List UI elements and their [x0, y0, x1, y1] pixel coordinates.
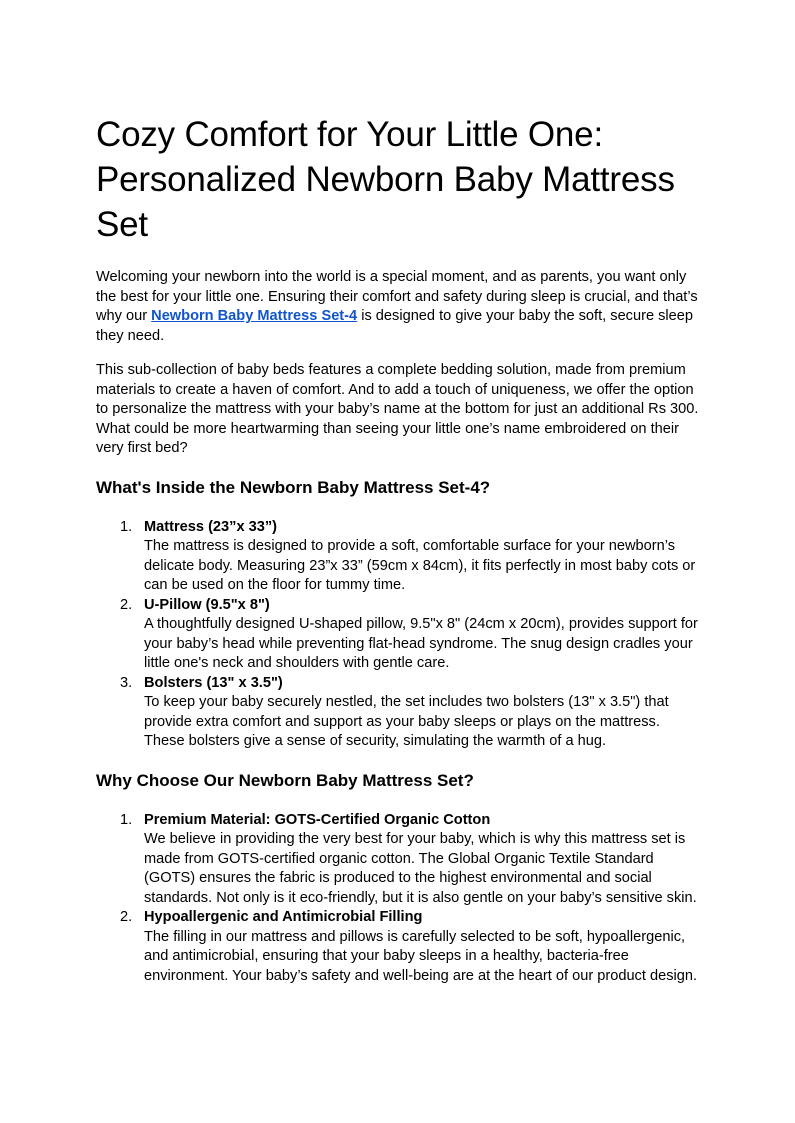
intro-paragraph [96, 268, 704, 346]
list-item-body: The filling in our mattress and pillows is carefully selected to be soft, hypoallergenic, and antimicrobial, ensuring that your baby sleeps in a healthy, bacteria-free environment. Your baby’s safety and well-being are at the heart of our product design. [144, 928, 698, 984]
section-heading-why-choose: Why Choose Our Newborn Baby Mattress Set? [96, 770, 474, 790]
list-item-title: Bolsters (13" x 3.5") [144, 674, 283, 691]
intro-text-before-link: Welcoming your newborn into the world is a special moment, and as parents, you want only the best for your little one. Ensuring their comfort and safety during sleep is crucial, and that’s why our [96, 269, 698, 324]
list-number: 3. [120, 674, 133, 691]
list-item-title: Premium Material: GOTS-Certified Organic Cotton [144, 811, 491, 828]
page-title: Cozy Comfort for Your Little One: Personalized Newborn Baby Mattress Set [96, 115, 675, 244]
list-item [96, 518, 704, 596]
list-item [96, 596, 704, 674]
list-number: 2. [120, 596, 133, 613]
document-page [96, 112, 704, 986]
list-number: 2. [120, 909, 133, 925]
list-item [96, 674, 704, 752]
why-choose-list [96, 811, 704, 987]
collection-paragraph: This sub-collection of baby beds features a complete bedding solution, made from premium materials to create a haven of comfort. And to add a touch of uniqueness, we offer the option to personalize the mattress with your baby’s name at the bottom for just an additional Rs 300. What could be more heartwarming than seeing your little one’s name embroidered on their very first bed? [96, 362, 699, 456]
list-item-body: We believe in providing the very best for your baby, which is why this mattress set is made from GOTS-certified organic cotton. The Global Organic Textile Standard (GOTS) ensures the fabric is produced to the highest environmental and social standards. Not only is it eco-friendly, but it is also gentle on your baby’s sensitive skin. [144, 831, 697, 906]
list-item-body: To keep your baby securely nestled, the set includes two bolsters (13" x 3.5") that provide extra comfort and support as your baby sleeps or plays on the mattress. These bolsters give a sense of security, simulating the warmth of a hug. [144, 694, 669, 749]
list-item [96, 811, 704, 909]
list-item-title: Mattress (23”x 33”) [144, 518, 278, 535]
list-number: 1. [120, 811, 133, 828]
whats-inside-list [96, 518, 704, 752]
section-heading-whats-inside: What's Inside the Newborn Baby Mattress Set-4? [96, 477, 491, 497]
list-item-title: U-Pillow (9.5"x 8") [144, 596, 270, 613]
intro-text-after-link: is designed to give your baby the soft, secure sleep they need. [96, 308, 694, 344]
list-item-title: Hypoallergenic and Antimicrobial Filling [144, 909, 423, 925]
list-number: 1. [120, 518, 133, 535]
list-item-body: A thoughtfully designed U-shaped pillow, 9.5"x 8" (24cm x 20cm), provides support for your baby’s head while preventing flat-head syndrome. The snug design cradles your little one's neck and shoulders with gentle care. [144, 616, 698, 671]
list-item-body: The mattress is designed to provide a soft, comfortable surface for your newborn’s delicate body. Measuring 23”x 33” (59cm x 84cm), it fits perfectly in most baby cots or can be used on the floor for tummy time. [144, 538, 696, 593]
newborn-mattress-set-link[interactable]: Newborn Baby Mattress Set-4 [151, 308, 358, 324]
list-item [96, 908, 704, 986]
